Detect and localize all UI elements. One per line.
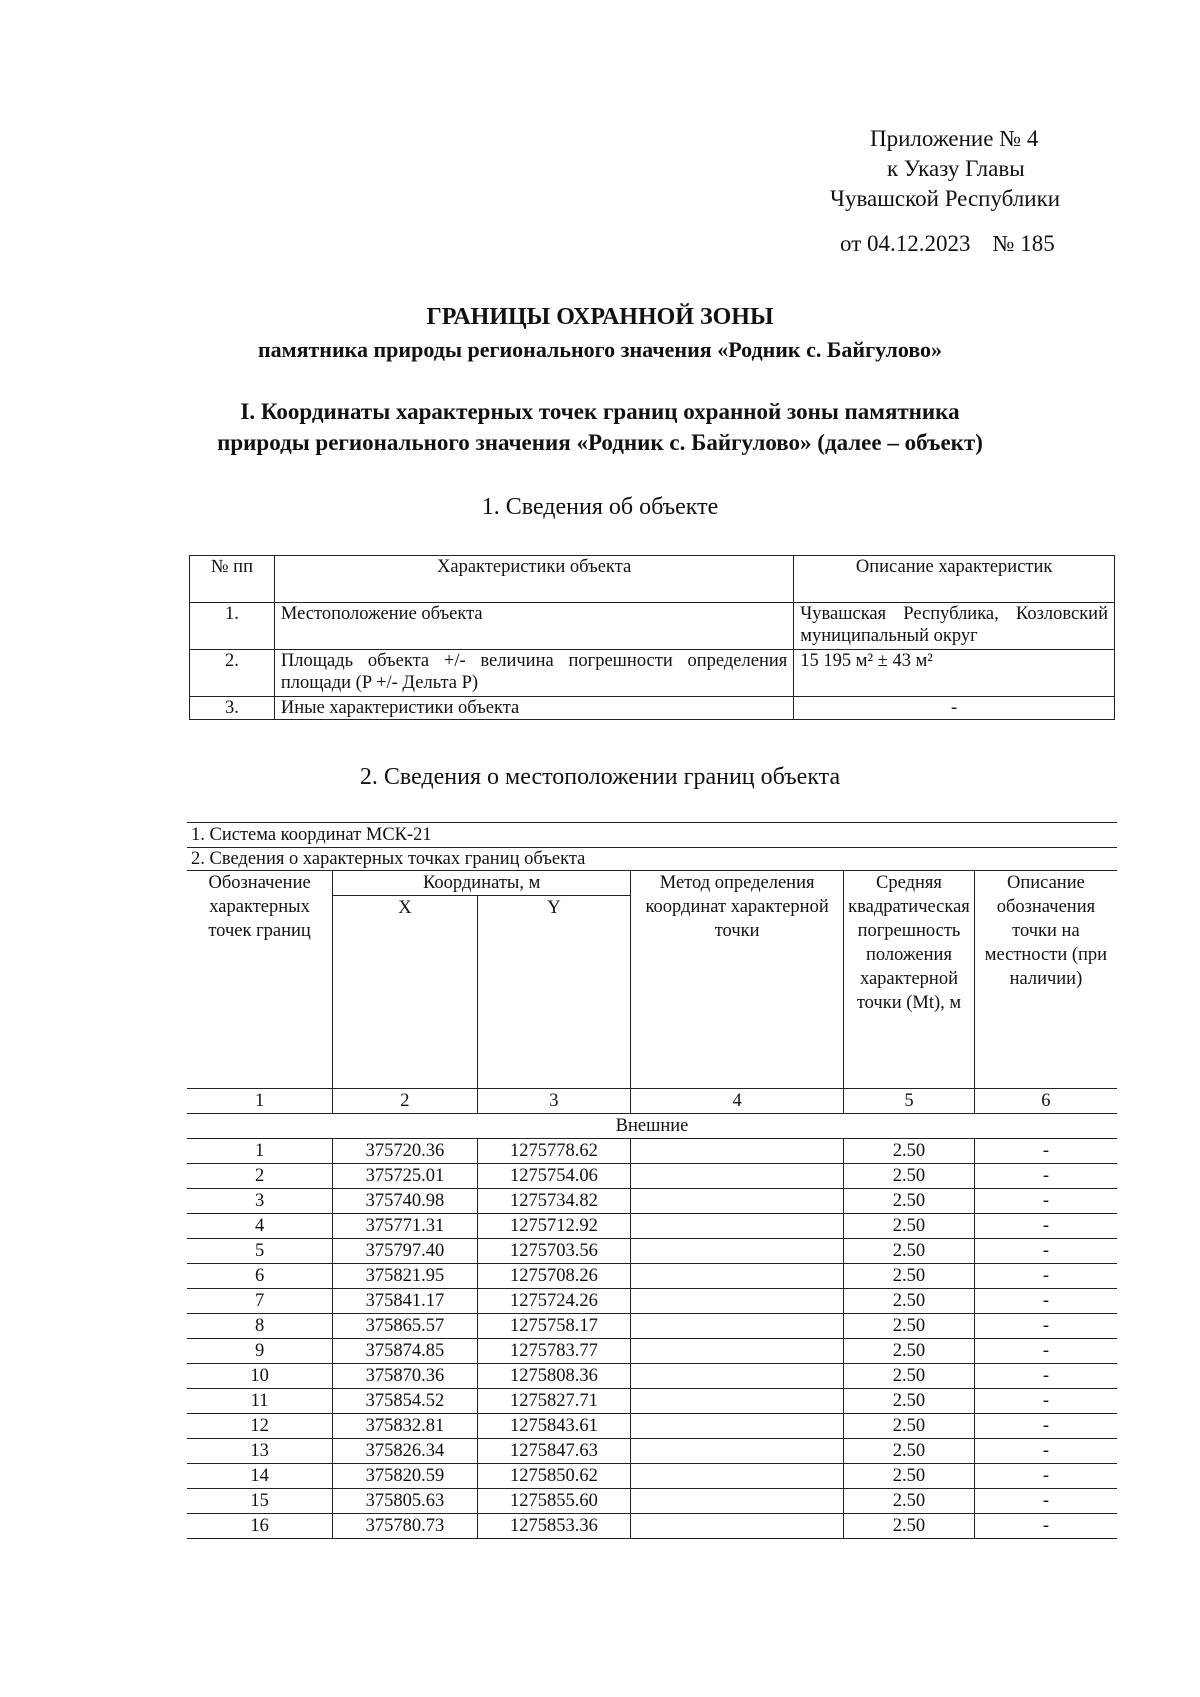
table-row [187, 1139, 1117, 1164]
coord-x: 375832.81 [333, 1414, 477, 1439]
table-row [187, 1464, 1117, 1489]
points-title: 2. Сведения о характерных точках границ объекта [187, 848, 1117, 871]
method [631, 1439, 844, 1464]
header-point: Обозначение характерных точек границ [187, 871, 333, 1089]
point-desc: - [974, 1189, 1117, 1214]
header-desc: Описание характеристик [794, 556, 1115, 603]
point-id: 12 [187, 1414, 333, 1439]
mt-value: 2.50 [844, 1364, 975, 1389]
point-id: 16 [187, 1514, 333, 1539]
points-body [187, 1139, 1117, 1539]
header-char: Характеристики объекта [274, 556, 793, 603]
coord-y: 1275778.62 [477, 1139, 630, 1164]
point-id: 2 [187, 1164, 333, 1189]
method [631, 1164, 844, 1189]
section-heading-line-1: I. Координаты характерных точек границ охранной зоны памятника [240, 399, 960, 424]
coord-y: 1275808.36 [477, 1364, 630, 1389]
table-row [187, 1214, 1117, 1239]
table-row [187, 1439, 1117, 1464]
table-row [187, 1289, 1117, 1314]
row-desc: 15 195 м² ± 43 м² [794, 650, 1115, 697]
location-info-heading: 2. Сведения о местоположении границ объекта [359, 764, 841, 790]
method [631, 1289, 844, 1314]
coord-y: 1275712.92 [477, 1214, 630, 1239]
header-x: X [333, 896, 477, 1089]
coord-x: 375821.95 [333, 1264, 477, 1289]
coord-x: 375854.52 [333, 1389, 477, 1414]
coord-y: 1275850.62 [477, 1464, 630, 1489]
table-row [190, 603, 1115, 650]
table-row [187, 1164, 1117, 1189]
coord-system-row [187, 823, 1117, 848]
section-heading-line-2: природы регионального значения «Родник с. Байгулово» (далее – объект) [217, 430, 983, 455]
point-id: 7 [187, 1289, 333, 1314]
mt-value: 2.50 [844, 1289, 975, 1314]
coord-y: 1275843.61 [477, 1414, 630, 1439]
point-desc: - [974, 1464, 1117, 1489]
method [631, 1214, 844, 1239]
method [631, 1314, 844, 1339]
appendix-line-2: к Указу Главы [887, 156, 1025, 181]
point-id: 3 [187, 1189, 333, 1214]
coord-x: 375771.31 [333, 1214, 477, 1239]
coord-y: 1275708.26 [477, 1264, 630, 1289]
coord-y: 1275758.17 [477, 1314, 630, 1339]
points-table [187, 822, 1117, 1539]
method [631, 1139, 844, 1164]
coord-y: 1275703.56 [477, 1239, 630, 1264]
header-num: № пп [190, 556, 275, 603]
table-row [187, 1189, 1117, 1214]
point-desc: - [974, 1139, 1117, 1164]
coord-y: 1275783.77 [477, 1339, 630, 1364]
coord-x: 375826.34 [333, 1439, 477, 1464]
point-id: 1 [187, 1139, 333, 1164]
mt-value: 2.50 [844, 1514, 975, 1539]
table-row [187, 1339, 1117, 1364]
row-desc: Чувашская Республика, Козловский муниципальный округ [794, 603, 1115, 650]
mt-value: 2.50 [844, 1464, 975, 1489]
coord-system: 1. Система координат МСК-21 [187, 823, 1117, 848]
coord-x: 375820.59 [333, 1464, 477, 1489]
header-row [187, 871, 1117, 896]
row-num: 3. [190, 697, 275, 720]
table-row [187, 1314, 1117, 1339]
group-label: Внешние [187, 1114, 1117, 1139]
coord-x: 375841.17 [333, 1289, 477, 1314]
point-desc: - [974, 1439, 1117, 1464]
col-num: 1 [187, 1089, 333, 1114]
coord-y: 1275847.63 [477, 1439, 630, 1464]
appendix-date [840, 231, 1055, 257]
coord-x: 375874.85 [333, 1339, 477, 1364]
page-subtitle: памятника природы регионального значения «Родник с. Байгулово» [257, 337, 943, 362]
header-desc: Описание обозначения точки на местности (при наличии) [974, 871, 1117, 1089]
point-desc: - [974, 1339, 1117, 1364]
appendix-number: № 185 [992, 231, 1055, 256]
mt-value: 2.50 [844, 1489, 975, 1514]
coord-y: 1275724.26 [477, 1289, 630, 1314]
header-y: Y [477, 896, 630, 1089]
coord-x: 375780.73 [333, 1514, 477, 1539]
coord-x: 375805.63 [333, 1489, 477, 1514]
method [631, 1239, 844, 1264]
group-row [187, 1114, 1117, 1139]
point-desc: - [974, 1314, 1117, 1339]
table-row [187, 1489, 1117, 1514]
mt-value: 2.50 [844, 1139, 975, 1164]
point-id: 8 [187, 1314, 333, 1339]
point-desc: - [974, 1264, 1117, 1289]
point-desc: - [974, 1514, 1117, 1539]
row-num: 1. [190, 603, 275, 650]
point-desc: - [974, 1289, 1117, 1314]
appendix-line-1: Приложение № 4 [870, 126, 1039, 151]
header-mt: Средняя квадратическая погрешность положения характерной точки (Mt), м [844, 871, 975, 1089]
point-id: 15 [187, 1489, 333, 1514]
table-row [187, 1239, 1117, 1264]
coord-y: 1275855.60 [477, 1489, 630, 1514]
table-row [187, 1389, 1117, 1414]
col-num: 5 [844, 1089, 975, 1114]
object-info-table [189, 555, 1115, 720]
method [631, 1514, 844, 1539]
col-num: 4 [631, 1089, 844, 1114]
coord-x: 375720.36 [333, 1139, 477, 1164]
mt-value: 2.50 [844, 1214, 975, 1239]
method [631, 1464, 844, 1489]
method [631, 1364, 844, 1389]
mt-value: 2.50 [844, 1439, 975, 1464]
point-desc: - [974, 1364, 1117, 1389]
table-row [190, 697, 1115, 720]
object-info-heading: 1. Сведения об объекте [481, 494, 719, 520]
point-id: 6 [187, 1264, 333, 1289]
mt-value: 2.50 [844, 1389, 975, 1414]
points-title-row [187, 848, 1117, 871]
header-method: Метод определения координат характерной точки [631, 871, 844, 1089]
table-row [187, 1264, 1117, 1289]
coord-x: 375725.01 [333, 1164, 477, 1189]
method [631, 1189, 844, 1214]
mt-value: 2.50 [844, 1414, 975, 1439]
point-desc: - [974, 1214, 1117, 1239]
method [631, 1414, 844, 1439]
table-row [190, 650, 1115, 697]
mt-value: 2.50 [844, 1239, 975, 1264]
method [631, 1489, 844, 1514]
mt-value: 2.50 [844, 1314, 975, 1339]
coord-y: 1275754.06 [477, 1164, 630, 1189]
object-info-header-row [190, 556, 1115, 603]
row-char: Площадь объекта +/- величина погрешности определения площади (P +/- Дельта P) [274, 650, 793, 697]
point-desc: - [974, 1239, 1117, 1264]
header-coords: Координаты, м [333, 871, 631, 896]
point-desc: - [974, 1389, 1117, 1414]
method [631, 1389, 844, 1414]
row-desc: - [794, 697, 1115, 720]
point-id: 10 [187, 1364, 333, 1389]
coord-y: 1275827.71 [477, 1389, 630, 1414]
mt-value: 2.50 [844, 1189, 975, 1214]
point-id: 9 [187, 1339, 333, 1364]
method [631, 1339, 844, 1364]
row-char: Местоположение объекта [274, 603, 793, 650]
appendix-line-3: Чувашской Республики [830, 186, 1061, 211]
col-num: 6 [974, 1089, 1117, 1114]
method [631, 1264, 844, 1289]
coord-y: 1275734.82 [477, 1189, 630, 1214]
coord-y: 1275853.36 [477, 1514, 630, 1539]
col-num: 3 [477, 1089, 630, 1114]
mt-value: 2.50 [844, 1339, 975, 1364]
page-title: ГРАНИЦЫ ОХРАННОЙ ЗОНЫ [426, 304, 774, 330]
point-id: 5 [187, 1239, 333, 1264]
row-char: Иные характеристики объекта [274, 697, 793, 720]
point-desc: - [974, 1489, 1117, 1514]
table-row [187, 1414, 1117, 1439]
point-id: 4 [187, 1214, 333, 1239]
coord-x: 375740.98 [333, 1189, 477, 1214]
coord-x: 375865.57 [333, 1314, 477, 1339]
col-num: 2 [333, 1089, 477, 1114]
point-desc: - [974, 1164, 1117, 1189]
table-row [187, 1514, 1117, 1539]
coord-x: 375870.36 [333, 1364, 477, 1389]
table-row [187, 1364, 1117, 1389]
point-id: 14 [187, 1464, 333, 1489]
point-id: 11 [187, 1389, 333, 1414]
column-numbers-row [187, 1089, 1117, 1114]
coord-x: 375797.40 [333, 1239, 477, 1264]
row-num: 2. [190, 650, 275, 697]
point-desc: - [974, 1414, 1117, 1439]
mt-value: 2.50 [844, 1264, 975, 1289]
point-id: 13 [187, 1439, 333, 1464]
appendix-date-value: от 04.12.2023 [840, 231, 971, 256]
mt-value: 2.50 [844, 1164, 975, 1189]
